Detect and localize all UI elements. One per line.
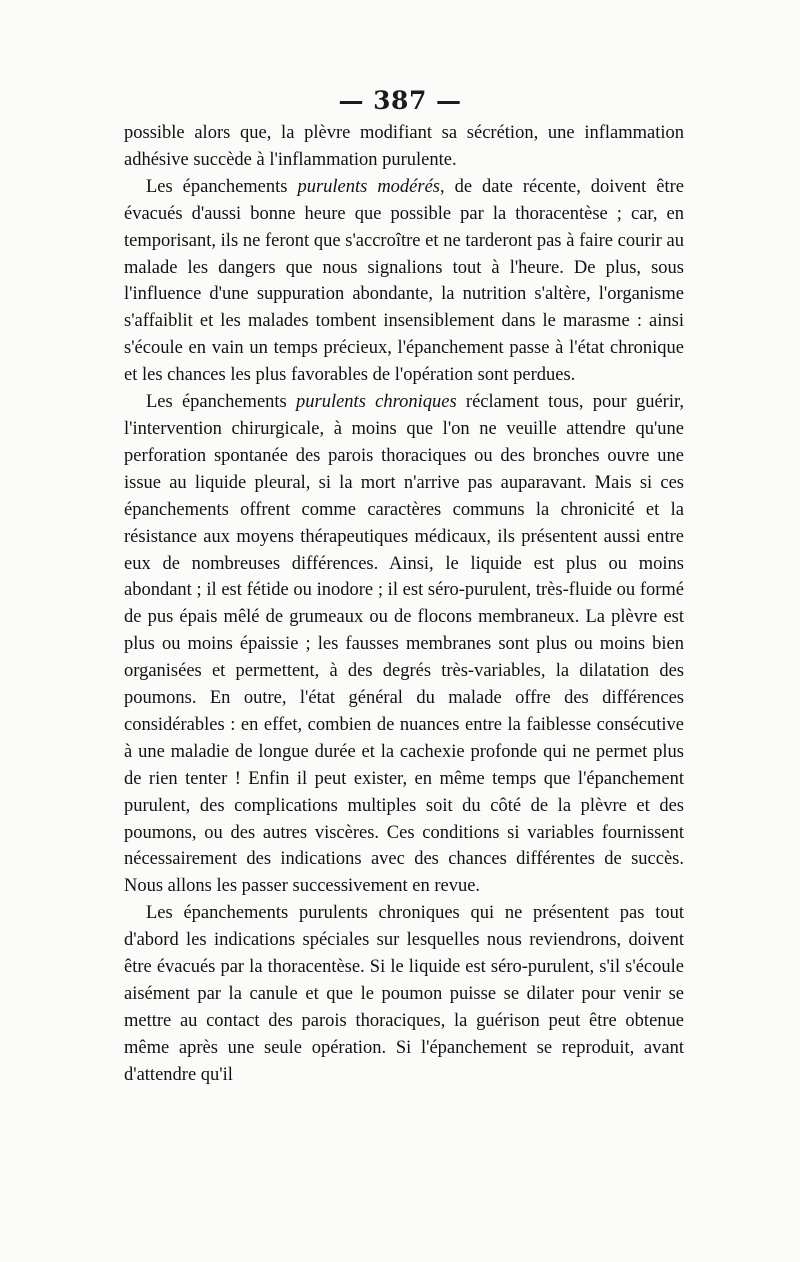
paragraph xyxy=(124,174,684,389)
text-run: Les épanchements purulents chroniques qui ne présentent pas tout d'abord les indications spéciales sur lesquelles nous reviendrons, doivent être évacués par la thoracentèse. Si le liquide est séro-purulent, s'il s'écoule aisément par la canule et que le poumon puisse se dilater pour venir se mettre au contact des parois thoraciques, la guérison peut être obtenue même après une seule opération. Si l'épanchement se reproduit, avant d'attendre qu'il xyxy=(124,903,684,1085)
italic-term: purulents chroniques xyxy=(296,392,457,413)
text-run: possible alors que, la plèvre modifiant sa sécrétion, une inflammation adhésive succède à l'inflammation purulente. xyxy=(124,123,684,170)
body-text xyxy=(124,120,684,1089)
page-number: — 387 — xyxy=(338,86,462,115)
paragraph xyxy=(124,120,684,174)
text-run: Les épanchements xyxy=(146,176,298,197)
text-run: réclament tous, pour guérir, l'intervention chirurgicale, à moins que l'on ne veuille attendre qu'une perforation spontanée des parois thoraciques ou des bronches ouvre une issue au liquide pleural, si la mort n'arrive pas auparavant. Mais si ces épanchements offrent comme caractères communs la chronicité et la résistance aux moyens thérapeutiques médicaux, ils présentent aussi entre eux de nombreuses différences. Ainsi, le liquide est plus ou moins abondant ; il est fétide ou inodore ; il est séro-purulent, très-fluide ou formé de pus épais mêlé de grumeaux ou de flocons membraneux. La plèvre est plus ou moins épaissie ; les fausses membranes sont plus ou moins bien organisées et permettent, à des degrés très-variables, la dilatation des poumons. En outre, l'état général du malade offre des différences considérables : en effet, combien de nuances entre la faiblesse consécutive à une maladie de longue durée et la cachexie profonde qui ne permet plus de rien tenter ! Enfin il peut exister, en même temps que l'épanchement purulent, des complications multiples soit du côté de la plèvre et des poumons, ou des autres viscères. Ces conditions si variables fournissent nécessairement des indications avec des chances différentes de succès. Nous allons les passer successivement en revue. xyxy=(124,392,685,897)
text-run: Les épanchements xyxy=(146,392,296,413)
text-run: , de date récente, doivent être évacués d'aussi bonne heure que possible par la thoracentèse ; car, en temporisant, ils ne feront que s'accroître et ne tarderont pas à faire courir au malade les dangers que nous signalions tout à l'heure. De plus, sous l'influence d'une suppuration abondante, la nutrition s'altère, l'organisme s'affaiblit et les malades tombent insensiblement dans le marasme : ainsi s'écoule en vain un temps précieux, l'épanchement passe à l'état chronique et les chances les plus favorables de l'opération sont perdues. xyxy=(124,176,684,386)
paragraph xyxy=(124,900,684,1088)
paragraph xyxy=(124,389,684,900)
italic-term: purulents modérés xyxy=(297,176,440,197)
